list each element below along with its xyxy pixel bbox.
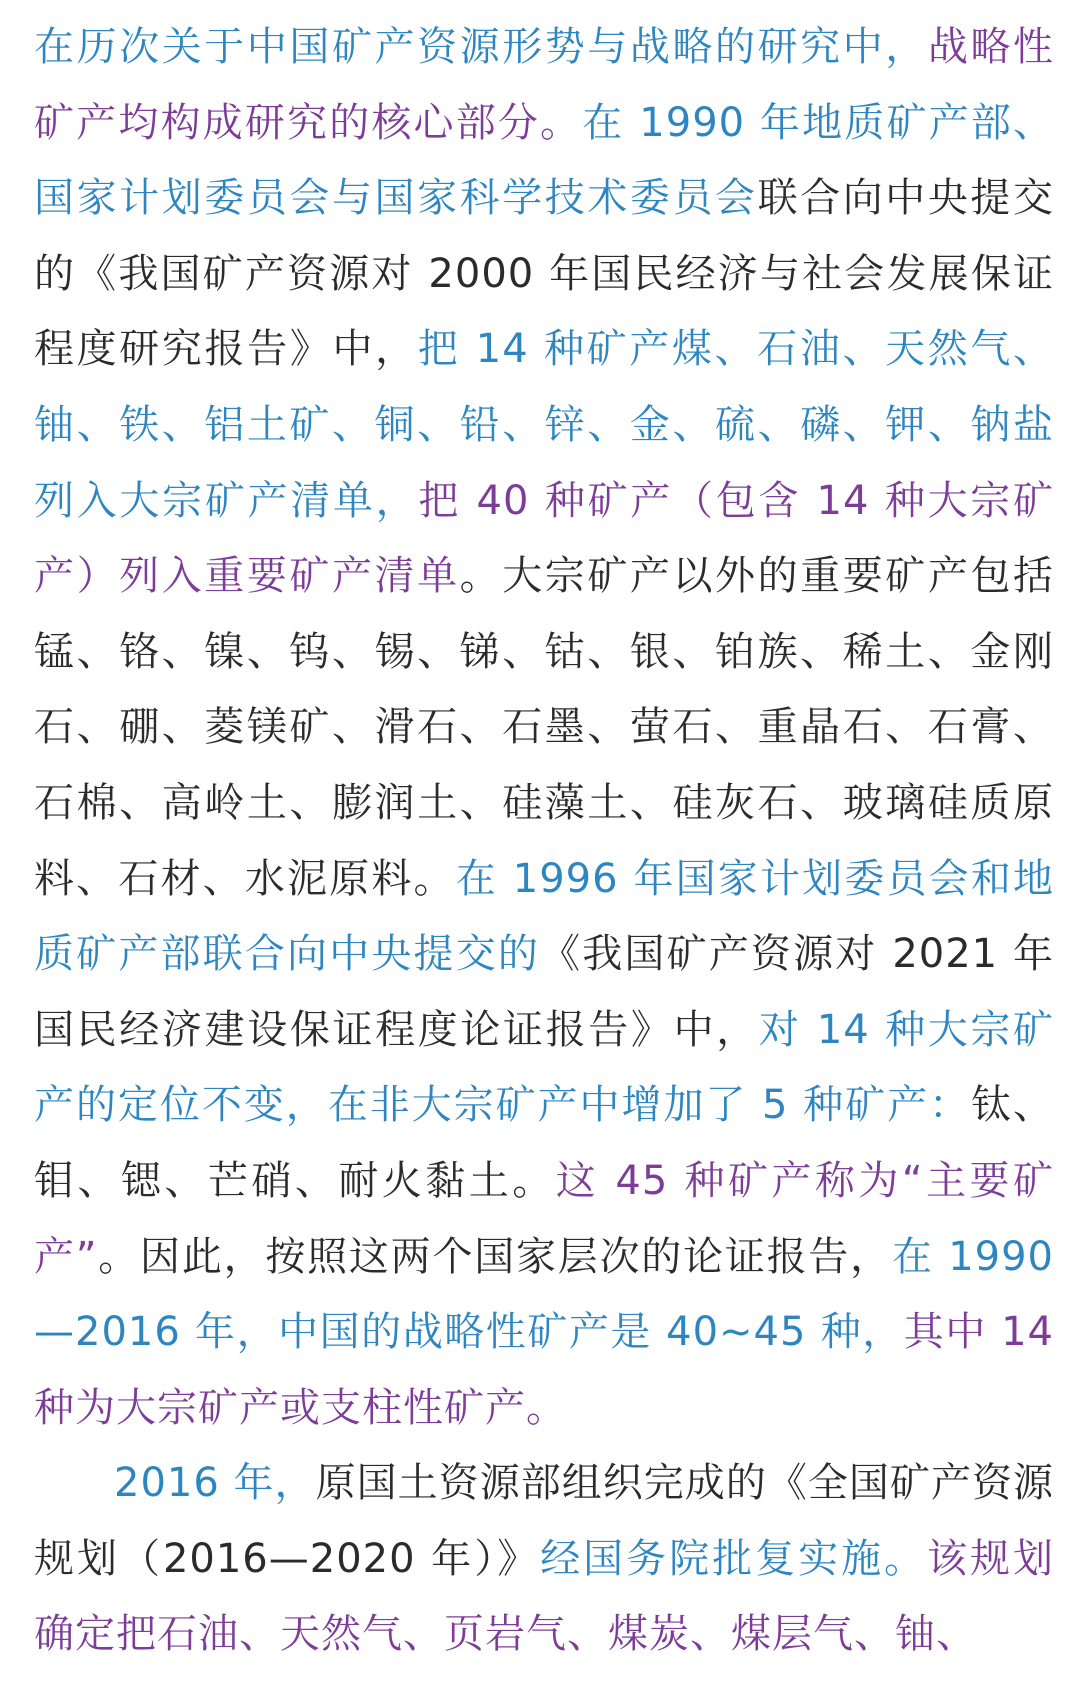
text-segment: 钛、钼、锶、芒硝、耐火黏土。 [34,1082,1054,1204]
highlight-segment: 在历次关于中国矿产资源形势与战略的研究中， [34,24,928,70]
highlight-segment: 在 1990 年地质矿产部、国家计划委员会与国家科学技术委员会 [34,99,1055,222]
highlight-segment: 该规划确定把石油、天然气、页岩气、煤炭、煤层气、铀、 [34,1535,1054,1658]
highlight-segment: 把 40 种矿产（包含 14 种大宗矿产）列入重要矿产清单 [34,477,1055,600]
highlight-segment: 在 1990—2016 年，中国的战略性矿产是 40~45 种， [34,1233,1054,1356]
highlight-segment: 经国务院批复实施。 [540,1535,928,1582]
text-segment: 。大宗矿产以外的重要矿产包括锰、铬、镍、钨、锡、锑、钴、银、铂族、稀土、金刚石、硼、菱镁矿、滑石、石墨、萤石、重晶石、石膏、石棉、高岭土、膨润土、硅藻土、硅灰石、玻璃硅质原料、石材、水泥原料。 [34,553,1055,902]
highlight-segment: 2016 年， [114,1460,316,1507]
article-body [34,10,1054,1673]
highlight-segment: 在 1996 年国家计划委员会和地质矿产部联合向中央提交的 [34,855,1054,978]
text-segment: 《我国矿产资源对 2021 年国民经济建设保证程度论证报告》中， [34,931,1055,1053]
highlight-segment: 战略性矿产均构成研究的核心部分。 [34,24,1055,146]
paragraph-1 [34,10,1054,1446]
text-segment: 联合向中央提交的《我国矿产资源对 2000 年国民经济与社会发展保证程度研究报告》中， [34,175,1055,373]
text-segment: 。因此，按照这两个国家层次的论证报告， [97,1233,892,1280]
text-segment: 原国土资源部组织完成的《全国矿产资源规划（2016—2020 年）》 [34,1460,1055,1582]
highlight-segment: 其中 14 种为大宗矿产或支柱性矿产。 [34,1309,1054,1431]
paragraph-2 [34,1446,1054,1673]
highlight-segment: 对 14 种大宗矿产的定位不变，在非大宗矿产中增加了 5 种矿产： [34,1006,1054,1129]
highlight-segment: 这 45 种矿产称为“主要矿产” [34,1157,1055,1280]
highlight-segment: 把 14 种矿产煤、石油、天然气、铀、铁、铝土矿、铜、铅、锌、金、硫、磷、钾、钠盐列入大宗矿产清单， [34,326,1055,524]
